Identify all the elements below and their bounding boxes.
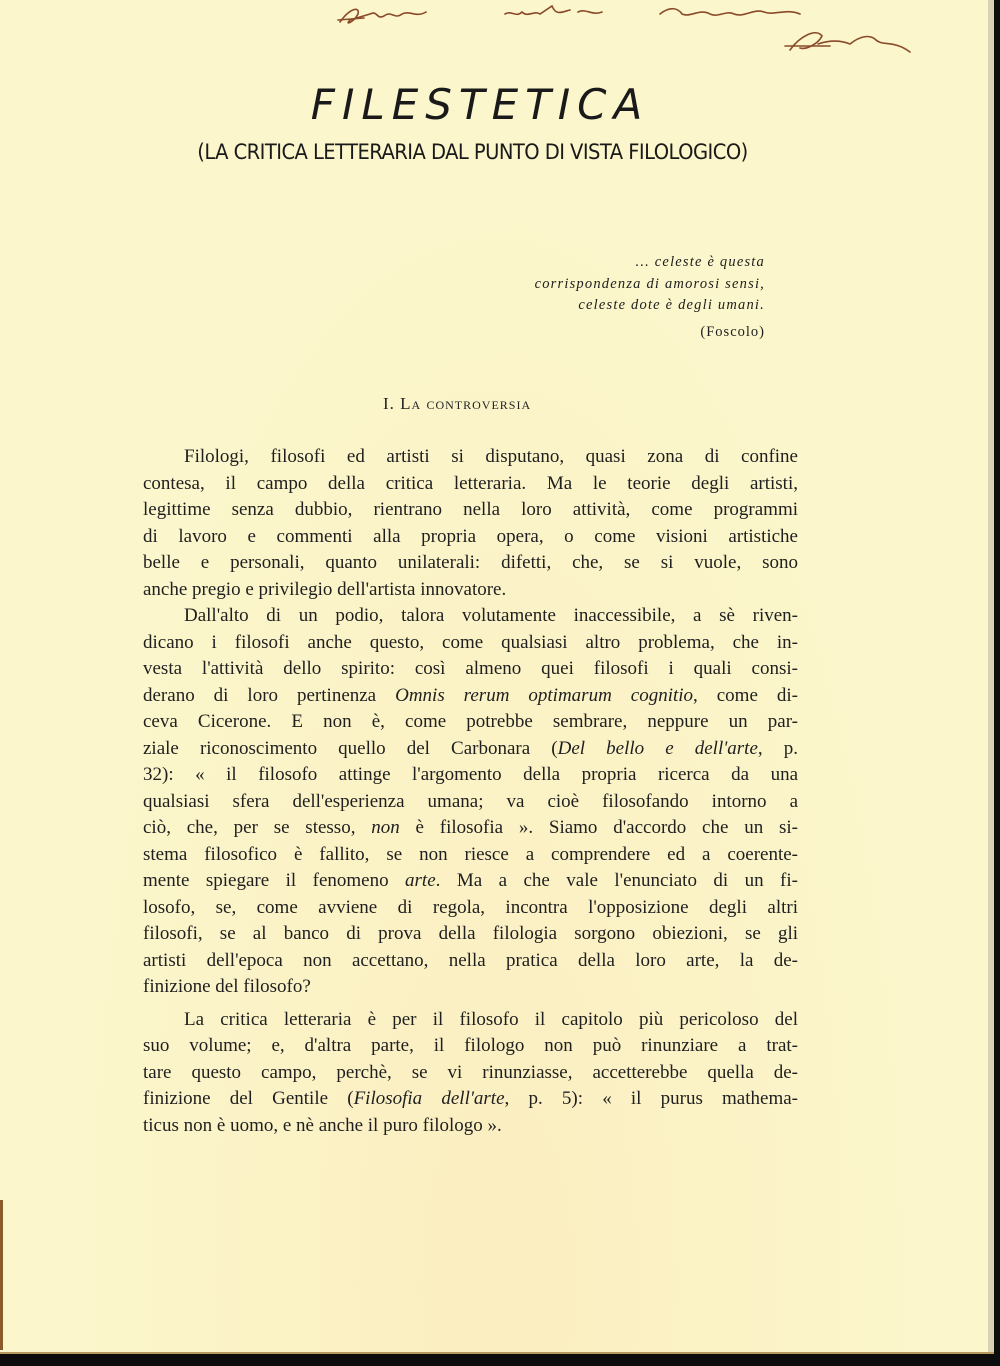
text-run: mente spiegare il fenomeno	[143, 870, 406, 891]
epigraph-line: corrispondenza di amorosi sensi,	[534, 275, 765, 292]
text-run: losofo, se, come avviene di regola, incontra l'opposizione degli altri	[143, 896, 798, 918]
epigraph-line: ... celeste è questa	[635, 254, 765, 270]
italic-citation: Del bello e dell'arte	[557, 737, 758, 759]
text-line	[143, 524, 798, 551]
text-run: ziale riconoscimento quello del Carbonara (	[143, 737, 558, 759]
text-line	[143, 550, 798, 577]
text-line	[143, 948, 798, 975]
text-run: , p. 5): « il purus mathema-	[504, 1088, 798, 1109]
text-line	[143, 815, 798, 842]
paragraph	[143, 603, 798, 1001]
page-left-edge	[0, 1200, 3, 1350]
text-run: ceva Cicerone. E non è, come potrebbe sembrare, neppure un par-	[143, 711, 798, 732]
text-line	[143, 656, 798, 683]
text-line	[143, 603, 798, 630]
text-run: ticus non è uomo, e nè anche il puro filologo ».	[143, 1114, 502, 1136]
body-text	[143, 444, 798, 1139]
text-line	[143, 842, 798, 869]
text-line	[143, 497, 798, 524]
text-run: belle e personali, quanto unilaterali: difetti, che, se si vuole, sono	[143, 552, 798, 573]
text-run: finizione del Gentile (	[143, 1088, 354, 1109]
text-line	[143, 762, 798, 789]
epigraph-author: (Foscolo)	[700, 323, 765, 340]
italic-citation: non	[371, 817, 400, 838]
italic-citation: Filosofia dell'arte	[353, 1088, 505, 1109]
text-run: di lavoro e commenti alla propria opera, o come visioni artistiche	[143, 525, 798, 547]
text-line	[143, 895, 798, 922]
italic-citation: arte	[405, 870, 436, 891]
text-line	[143, 1060, 798, 1087]
page-edge	[988, 0, 994, 1352]
text-line	[143, 444, 798, 471]
paragraph	[143, 1007, 798, 1140]
handwritten-inscription	[330, 0, 930, 70]
text-run: 32): « il filosofo attinge l'argomento della propria ricerca da una	[143, 764, 798, 785]
text-run: tare questo campo, perchè, se vi rinunziasse, accetterebbe quella de-	[143, 1061, 798, 1083]
text-run: ciò, che, per se stesso,	[143, 817, 372, 838]
text-run: , p.	[757, 737, 798, 759]
text-run: derano di loro pertinenza	[143, 684, 396, 706]
italic-citation: Omnis rerum optimarum cognitio	[395, 684, 694, 706]
text-run: qualsiasi sfera dell'esperienza umana; va cioè filosofando intorno a	[143, 790, 798, 812]
paragraph	[143, 444, 798, 603]
text-line	[143, 577, 798, 604]
text-run: legittime senza dubbio, rientrano nella loro attività, come programmi	[143, 499, 798, 520]
text-line	[143, 1007, 798, 1034]
text-run: stema filosofico è fallito, se non riesce a comprendere ed a coerente-	[143, 843, 798, 865]
text-line	[143, 471, 798, 498]
text-line	[143, 709, 798, 736]
text-line	[143, 1086, 798, 1113]
text-run: Filologi, filosofi ed artisti si disputano, quasi zona di confine	[184, 446, 798, 467]
text-run: filosofi, se al banco di prova della filologia sorgono obiezioni, se gli	[143, 923, 798, 944]
text-line	[143, 789, 798, 816]
text-run: La critica letteraria è per il filosofo il capitolo più pericoloso del	[184, 1008, 798, 1030]
document-title: FILESTETICA	[310, 80, 650, 129]
text-run: è filosofia ». Siamo d'accordo che un si-	[399, 817, 798, 838]
text-run: vesta l'attività dello spirito: così almeno quei filosofi i quali consi-	[143, 658, 798, 679]
epigraph-line: celeste dote è degli umani.	[578, 297, 765, 313]
text-run: Dall'alto di un podio, talora volutamente inaccessibile, a sè riven-	[184, 605, 798, 626]
text-run: anche pregio e privilegio dell'artista innovatore.	[143, 578, 507, 600]
text-run: . Ma a che vale l'enunciato di un fi-	[435, 870, 798, 891]
text-run: artisti dell'epoca non accettano, nella pratica della loro arte, la de-	[143, 949, 798, 971]
text-run: , come di-	[693, 684, 798, 706]
text-line	[143, 974, 798, 1001]
text-line	[143, 630, 798, 657]
text-run: suo volume; e, d'altra parte, il filologo non può rinunziare a trat-	[143, 1035, 798, 1056]
text-run: finizione del filosofo?	[143, 976, 311, 997]
text-line	[143, 1033, 798, 1060]
text-line	[143, 736, 798, 763]
document-subtitle: (LA CRITICA LETTERARIA DAL PUNTO DI VISTA FILOLOGICO)	[197, 140, 748, 164]
text-line	[143, 683, 798, 710]
text-run: dicano i filosofi anche questo, come qualsiasi altro problema, che in-	[143, 631, 798, 653]
text-line	[143, 921, 798, 948]
text-run: contesa, il campo della critica letteraria. Ma le teorie degli artisti,	[143, 472, 798, 494]
epigraph	[480, 252, 765, 343]
text-line	[143, 868, 798, 895]
text-line	[143, 1113, 798, 1140]
section-heading: I. La controversia	[383, 394, 532, 413]
